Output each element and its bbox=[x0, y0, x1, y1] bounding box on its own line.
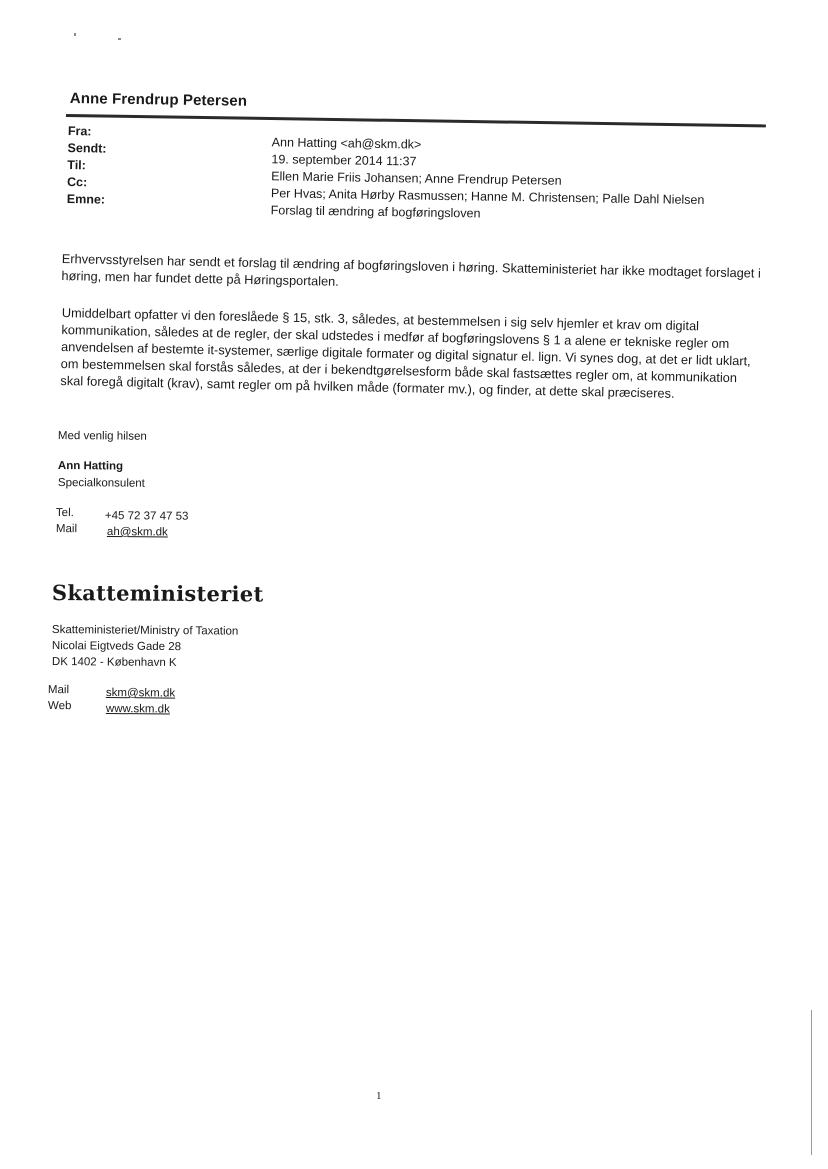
org-name: Skatteministeriet/Ministry of Taxation bbox=[51, 624, 239, 638]
scan-speck bbox=[118, 38, 121, 40]
to-value: Ellen Marie Friis Johansen; Anne Frendrup Petersen bbox=[271, 169, 562, 188]
org-mail-label: Mail bbox=[47, 684, 70, 697]
brand-logo-text: Skatteministeriet bbox=[51, 580, 264, 607]
greeting: Med venlig hilsen bbox=[57, 430, 147, 443]
page-number: 1 bbox=[376, 1090, 382, 1102]
cc-label: Cc: bbox=[66, 175, 88, 190]
mail-link[interactable]: ah@skm.dk bbox=[106, 526, 168, 539]
scan-edge-line bbox=[811, 1010, 812, 1155]
subject-label: Emne: bbox=[66, 192, 106, 207]
org-street: Nicolai Eigtveds Gade 28 bbox=[51, 640, 182, 654]
sent-value: 19. september 2014 11:37 bbox=[271, 152, 417, 169]
phone-value: +45 72 37 47 53 bbox=[104, 510, 189, 523]
sender-name: Anne Frendrup Petersen bbox=[69, 90, 248, 110]
to-label: Til: bbox=[67, 158, 86, 173]
from-value: Ann Hatting <ah@skm.dk> bbox=[271, 135, 422, 152]
org-web-label: Web bbox=[47, 700, 72, 713]
body-paragraph-2: Umiddelbart opfatter vi den foreslåede § 15, stk. 3, således, at bestemmelsen i sig selv hjemler et krav om digital kommunikation, således at de regler, der skal udstedes i medfør af bogføringslovens § 1 a alene er tekniske regler om anvendelsen af bestemte it-systemer, særlige digitale formater og digital signatur el. lign. Vi synes dog, at det er lidt uklart, om bestemmelsen skal forstås således, at der i bekendtgørelsesform både skal fastsættes regler om, at kommunikation skal foregå digitalt (krav), samt regler om på hvilken måde (formater mv.), og finder, at dette skal præciseres. bbox=[60, 304, 751, 401]
org-web-link[interactable]: www.skm.dk bbox=[105, 703, 170, 716]
email-headers bbox=[64, 124, 746, 245]
phone-label: Tel. bbox=[55, 507, 74, 520]
cc-value: Per Hvas; Anita Hørby Rasmussen; Hanne M. Christensen; Palle Dahl Nielsen bbox=[270, 186, 705, 208]
scan-speck bbox=[74, 33, 76, 36]
signer-title: Specialkonsulent bbox=[57, 477, 145, 490]
body-paragraph-1: Erhvervsstyrelsen har sendt et forslag til ændring af bogføringsloven i høring. Skatteministeriet har ikke modtaget forslaget i høring, men har fundet dette på Høringsportalen. bbox=[61, 250, 762, 289]
mail-label: Mail bbox=[55, 523, 78, 536]
subject-value: Forslag til ændring af bogføringsloven bbox=[270, 203, 481, 221]
signer-name: Ann Hatting bbox=[57, 460, 124, 473]
sent-label: Sendt: bbox=[67, 141, 107, 156]
org-city: DK 1402 - København K bbox=[51, 656, 177, 670]
org-mail-link[interactable]: skm@skm.dk bbox=[105, 687, 176, 700]
from-label: Fra: bbox=[67, 124, 92, 139]
